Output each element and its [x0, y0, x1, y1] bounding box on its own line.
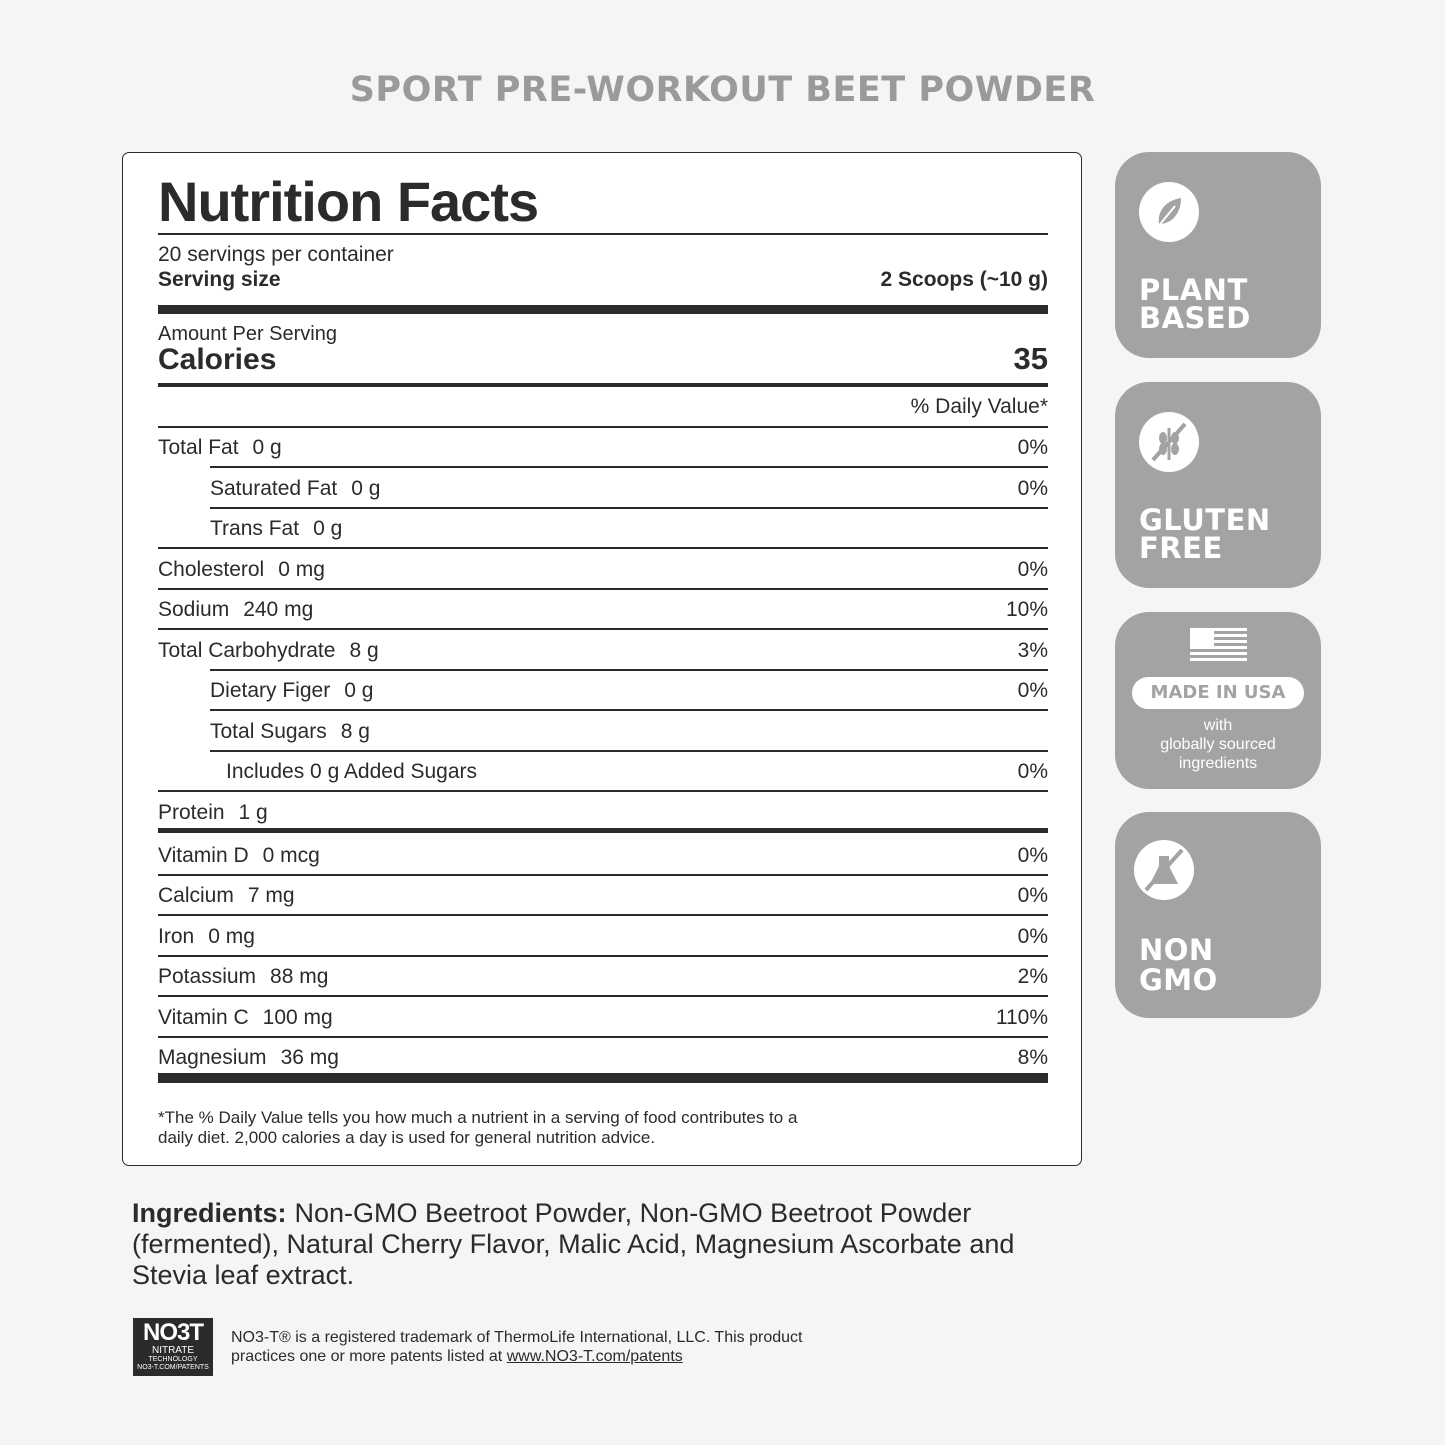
nutrient-label: [210, 517, 342, 541]
amount-per-serving: Amount Per Serving: [158, 323, 337, 345]
nutrient-daily-value: 0%: [1017, 760, 1048, 783]
daily-value-footnote: [158, 1108, 878, 1148]
nutrient-name: Calcium: [158, 884, 234, 907]
nutrient-amount: 8 g: [349, 638, 379, 662]
nutrient-name: Protein: [158, 800, 225, 824]
nutrient-name: Trans Fat: [210, 517, 300, 540]
daily-value-header: % Daily Value*: [910, 395, 1048, 418]
page-title: SPORT PRE-WORKOUT BEET POWDER: [349, 70, 1096, 110]
serving-thick-rule: [158, 305, 1048, 314]
gluten-free-badge: [1115, 382, 1321, 588]
nutrient-name: Total Carbohydrate: [158, 638, 336, 662]
us-flag-icon: [1190, 628, 1247, 669]
nutrient-amount: 88 mg: [270, 965, 329, 988]
nutrient-daily-value: 8%: [1017, 1046, 1048, 1069]
ingredients-label: Ingredients:: [132, 1198, 287, 1228]
made-in-usa-badge: [1115, 612, 1321, 789]
nutrient-row: [158, 671, 1048, 711]
nutrient-daily-value: 0%: [1017, 476, 1048, 500]
made-in-usa-sub-3: ingredients: [1178, 755, 1258, 772]
nutrient-row: [158, 752, 1048, 792]
ingredients-text: Non-GMO Beetroot Powder, Non-GMO Beetroot Powder (fermented), Natural Cherry Flavor, Malic Acid, Magnesium Ascorbate and Stevia leaf extract.: [132, 1198, 1015, 1290]
nutrient-name: Includes 0 g Added Sugars: [226, 760, 478, 783]
nutrient-label: [158, 965, 328, 989]
nutrient-label: [158, 801, 268, 825]
nutrient-row: [158, 509, 1048, 549]
trademark-notice: [231, 1328, 881, 1366]
gluten-free-line-2: FREE: [1139, 531, 1223, 565]
no3t-logo-line-1: NO3T: [142, 1319, 203, 1346]
nutrient-amount: 0 mg: [208, 924, 255, 948]
nutrient-label: [158, 884, 295, 908]
nutrient-label: [210, 679, 373, 703]
ingredients-statement: [132, 1198, 1032, 1291]
nutrient-daily-value: 0%: [1017, 924, 1048, 948]
nutrient-name: Potassium: [158, 965, 257, 988]
no3t-logo-line-4: NO3-T.COM/PATENTS: [137, 1364, 209, 1371]
leaf-icon: [1139, 182, 1199, 247]
calories-label: Calories: [158, 343, 277, 376]
nutrient-row: [158, 1038, 1048, 1078]
serving-size-label: Serving size: [158, 268, 281, 291]
nutrient-label: [158, 598, 313, 622]
nutrient-row: [158, 469, 1048, 509]
nutrient-label: [158, 844, 320, 868]
nutrition-facts-panel: [122, 152, 1082, 1166]
nutrient-amount: 0 g: [344, 679, 374, 702]
nutrient-label: [158, 639, 379, 663]
row-divider: [158, 828, 1048, 833]
nutrient-name: Magnesium: [158, 1046, 267, 1069]
nutrient-row: [158, 998, 1048, 1038]
nutrient-daily-value: 10%: [1005, 598, 1048, 621]
nutrient-label: [158, 436, 282, 460]
nutrient-daily-value: 2%: [1017, 965, 1048, 988]
nutrient-amount: 8 g: [340, 719, 370, 743]
nutrient-label: [158, 925, 255, 949]
nutrient-amount: 7 mg: [247, 884, 295, 907]
nutrient-label: [210, 477, 380, 501]
nutrient-amount: 0 g: [351, 476, 381, 500]
title-rule: [158, 233, 1048, 235]
nutrient-row: [158, 550, 1048, 590]
nutrient-row: [158, 631, 1048, 671]
no-wheat-icon: [1139, 412, 1199, 477]
nutrient-amount: 0 g: [252, 436, 282, 459]
nutrient-amount: 0 mcg: [262, 843, 320, 867]
nutrient-label: [158, 558, 325, 582]
trademark-line-1: NO3-T® is a registered trademark of ThermoLife International, LLC. This product: [231, 1329, 803, 1346]
nutrient-name: Dietary Figer: [210, 679, 331, 702]
nutrient-row: [158, 917, 1048, 957]
nutrient-amount: 1 g: [238, 800, 268, 824]
serving-size-value: 2 Scoops (~10 g): [880, 268, 1048, 291]
no-gmo-flask-icon: [1134, 840, 1194, 905]
made-in-usa-sub-1: with: [1203, 717, 1233, 734]
calories-rule: [158, 383, 1048, 387]
nutrient-label: [158, 1046, 339, 1070]
nutrient-name: Total Fat: [158, 436, 239, 459]
nutrient-daily-value: 0%: [1017, 557, 1048, 581]
nutrient-row: [158, 836, 1048, 876]
gluten-free-line-1: GLUTEN: [1139, 503, 1271, 537]
nutrient-name: Saturated Fat: [210, 476, 338, 500]
nutrient-name: Total Sugars: [210, 719, 327, 743]
nutrient-daily-value: 0%: [1017, 679, 1048, 702]
calories-value: 35: [1013, 341, 1048, 376]
nutrient-daily-value: 110%: [995, 1005, 1048, 1029]
trademark-line-2-prefix: practices one or more patents listed at: [231, 1348, 507, 1365]
plant-based-line-2: BASED: [1139, 301, 1251, 335]
nutrient-daily-value: 3%: [1017, 638, 1048, 662]
nutrient-row: [158, 793, 1048, 833]
patents-link[interactable]: www.NO3-T.com/patents: [506, 1348, 683, 1365]
nutrient-label: [210, 720, 370, 744]
non-gmo-line-1: NON: [1139, 933, 1214, 967]
servings-per-container: 20 servings per container: [158, 243, 394, 266]
nutrient-daily-value: 0%: [1017, 436, 1048, 459]
no3t-logo: [133, 1318, 213, 1376]
nutrient-amount: 240 mg: [243, 598, 314, 621]
non-gmo-line-2: GMO: [1139, 963, 1218, 997]
nutrient-amount: 36 mg: [280, 1046, 339, 1069]
non-gmo-badge: [1115, 812, 1321, 1018]
nutrient-name: Cholesterol: [158, 557, 265, 581]
no3t-logo-line-2: NITRATE: [151, 1345, 195, 1356]
nutrient-name: Vitamin C: [158, 1005, 249, 1029]
nutrient-amount: 0 mg: [278, 557, 325, 581]
nutrient-amount: 0 g: [313, 517, 343, 540]
footnote-line-2: daily diet. 2,000 calories a day is used for general nutrition advice.: [158, 1128, 656, 1147]
nutrient-amount: 100 mg: [262, 1005, 333, 1029]
nutrient-daily-value: 0%: [1017, 843, 1048, 867]
nutrient-name: Sodium: [158, 598, 230, 621]
made-in-usa-pill: MADE IN USA: [1132, 677, 1304, 709]
nutrient-row: [158, 957, 1048, 997]
nutrient-row: [158, 712, 1048, 752]
nutrient-name: Vitamin D: [158, 843, 249, 867]
trademark-line-2: [231, 1347, 881, 1366]
nutrient-label: [226, 760, 491, 784]
made-in-usa-subtext: [1115, 716, 1321, 773]
bottom-thick-rule: [158, 1073, 1048, 1083]
footnote-line-1: *The % Daily Value tells you how much a nutrient in a serving of food contributes to a: [158, 1108, 798, 1127]
plant-based-line-1: PLANT: [1139, 273, 1248, 307]
nutrient-label: [158, 1006, 333, 1030]
nutrient-daily-value: 0%: [1017, 884, 1048, 907]
plant-based-badge: [1115, 152, 1321, 358]
nutrient-row: [158, 590, 1048, 630]
nutrient-name: Iron: [158, 924, 195, 948]
nutrient-row: [158, 428, 1048, 468]
no3t-logo-line-3: TECHNOLOGY: [148, 1356, 198, 1363]
nutrition-facts-title: Nutrition Facts: [158, 170, 539, 233]
nutrient-row: [158, 876, 1048, 916]
made-in-usa-sub-2: globally sourced: [1160, 736, 1276, 753]
